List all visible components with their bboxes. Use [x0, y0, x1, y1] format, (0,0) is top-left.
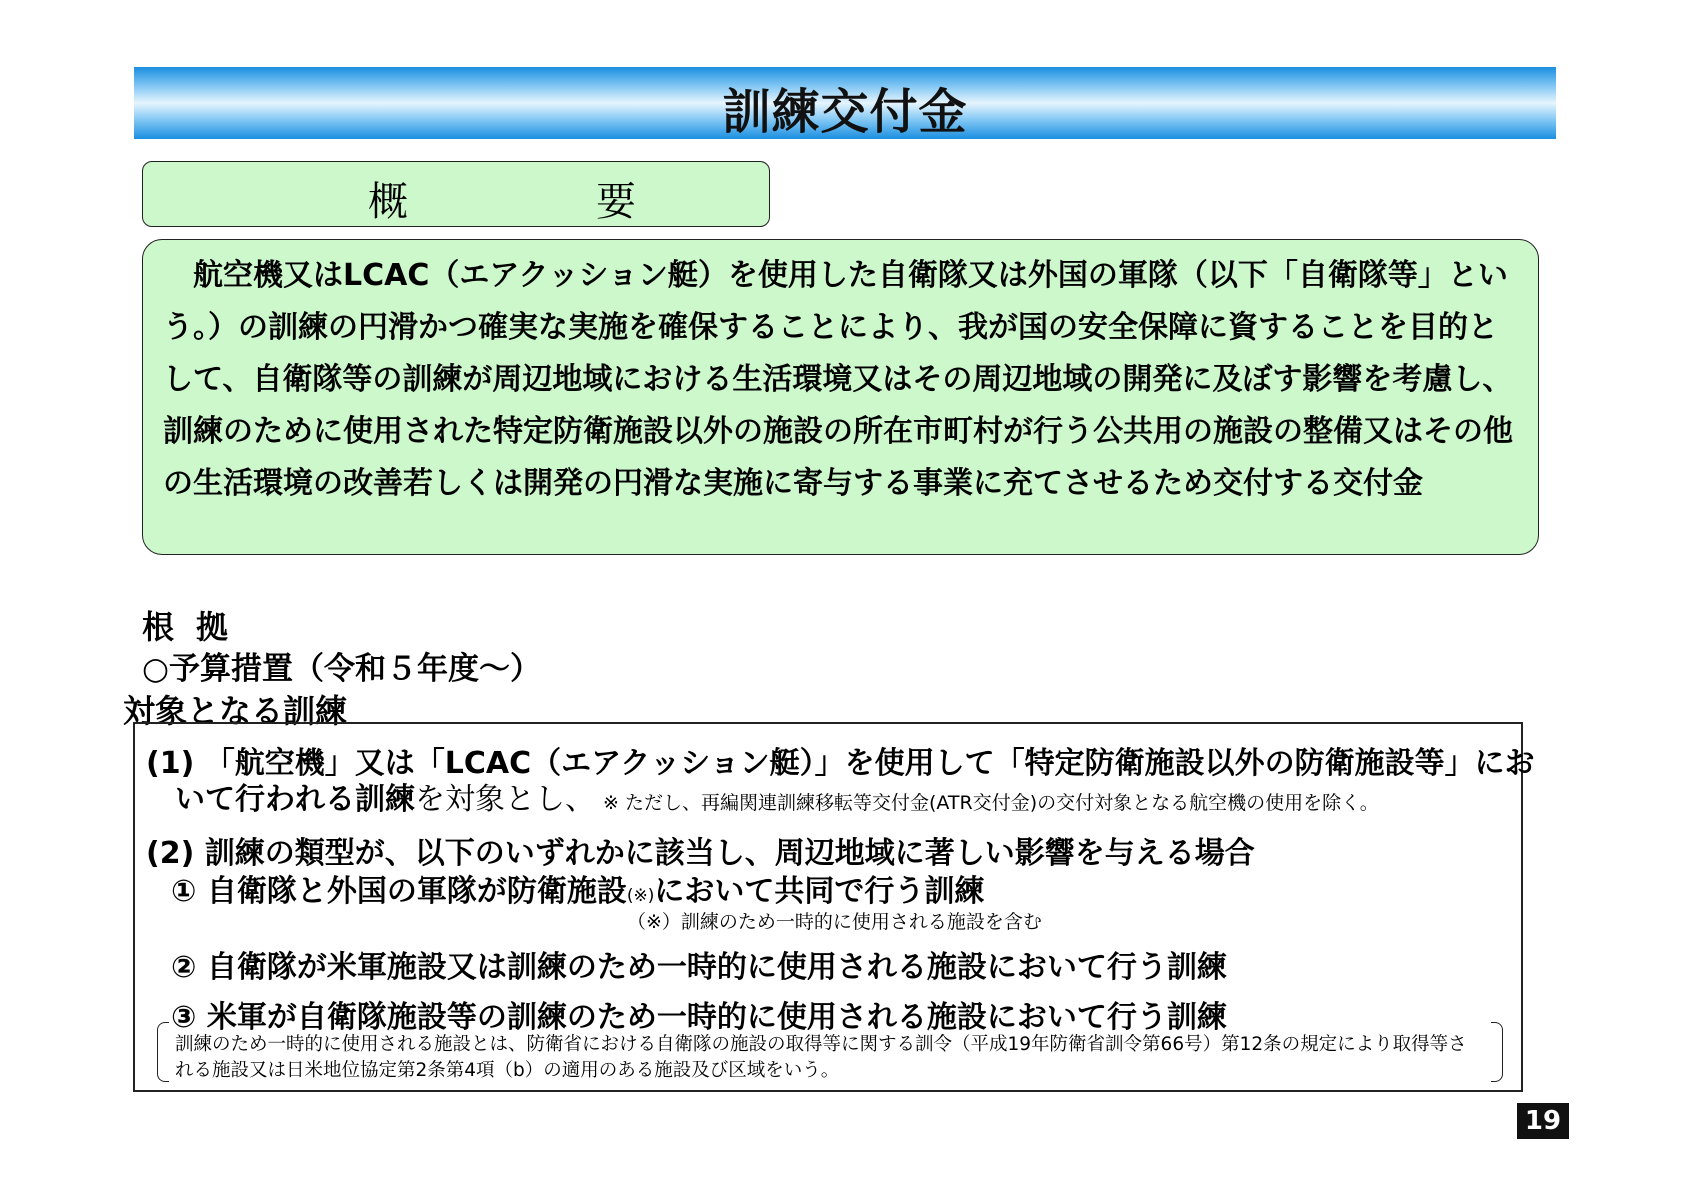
right-bracket	[1491, 1022, 1503, 1082]
target-item-2: (2) 訓練の類型が、以下のいずれかに該当し、周辺地域に著しい影響を与える場合	[146, 836, 1255, 871]
target-sub-item-2: ② 自衛隊が米軍施設又は訓練のため一時的に使用される施設において行う訓練	[171, 950, 1227, 985]
overview-summary-box	[142, 239, 1539, 555]
target-item-1-rest: を対象とし、	[415, 782, 595, 817]
sub-item-1-mark: (※)	[626, 886, 655, 906]
basis-item: ○予算措置（令和５年度～）	[142, 651, 542, 687]
target-sub-item-1-note: （※）訓練のため一時的に使用される施設を含む	[627, 911, 1042, 933]
target-item-1-line-2	[175, 774, 1379, 818]
sub-item-1-end: において共同で行う訓練	[654, 874, 985, 909]
basis-title: 根拠	[142, 608, 251, 646]
target-training-box	[133, 722, 1535, 1092]
target-sub-item-3: ③ 米軍が自衛隊施設等の訓練のため一時的に使用される施設において行う訓練	[171, 1000, 1227, 1035]
sub-item-1-main: ① 自衛隊と外国の軍隊が防衛施設	[171, 874, 627, 909]
page-title: 訓練交付金	[722, 84, 968, 140]
target-item-1-bold: いて行われる訓練	[175, 782, 415, 817]
title-banner	[134, 67, 1556, 139]
target-sub-item-1	[171, 866, 984, 910]
page-number: 19	[1517, 1103, 1569, 1139]
target-heading: 対象となる訓練	[123, 692, 348, 730]
target-item-1-note: ※ ただし、再編関連訓練移転等交付金(ATR交付金)の交付対象となる航空機の使用を除く。	[603, 792, 1379, 814]
target-item-1-line-1: (1) 「航空機」又は「LCAC（エアクッション艇）」を使用して「特定防衛施設以外の防衛施設等」にお	[146, 746, 1535, 781]
definition-note	[157, 1022, 1503, 1082]
left-bracket	[157, 1022, 169, 1082]
overview-label: 概 要	[368, 179, 710, 225]
overview-header-box	[142, 161, 770, 227]
overview-summary-text: 航空機又はLCAC（エアクッション艇）を使用した自衛隊又は外国の軍隊（以下「自衛隊等」という。）の訓練の円滑かつ確実な実施を確保することにより、我が国の安全保障に資することを目的として、自衛隊等の訓練が周辺地域における生活環境又はその周辺地域の開発に及ぼす影響を考慮し、訓練のために使用された特定防衛施設以外の施設の所在市町村が行う公共用の施設の整備又はその他の生活環境の改善若しくは開発の円滑な実施に寄与する事業に充てさせるため交付する交付金	[163, 258, 1513, 501]
definition-text: 訓練のため一時的に使用される施設とは、防衛省における自衛隊の施設の取得等に関する訓令（平成19年防衛省訓令第66号）第12条の規定により取得等される施設又は日米地位協定第2条第4項（b）の適用のある施設及び区域をいう。	[175, 1034, 1467, 1081]
